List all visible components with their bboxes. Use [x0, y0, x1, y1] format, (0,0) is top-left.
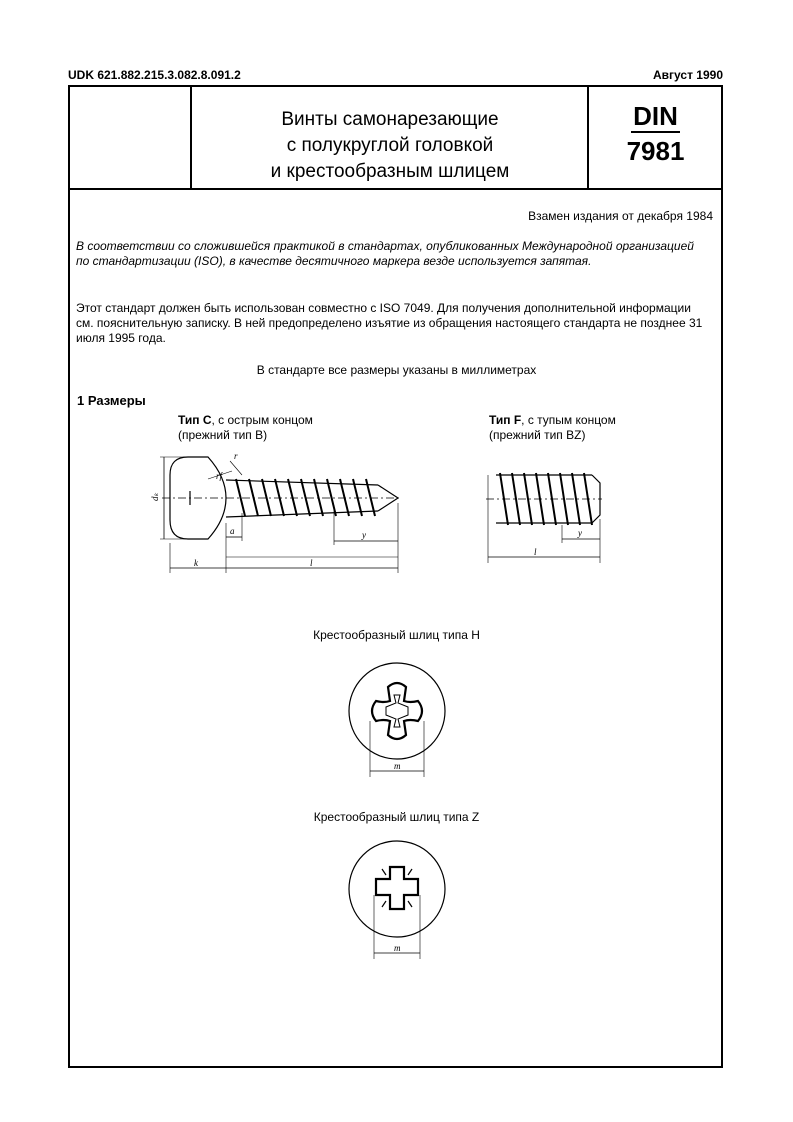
type-c-old-name: (прежний тип B) [178, 428, 268, 442]
title-line-2: с полукруглой головкой [286, 135, 494, 156]
a-label: a [230, 526, 235, 536]
thread-stroke [275, 479, 284, 516]
type-c-label: Тип С [178, 413, 212, 427]
star-mark-2 [408, 869, 412, 875]
rf-label: rf [216, 471, 223, 481]
type-c-caption [178, 413, 313, 443]
publication-date: Август 1990 [653, 68, 723, 82]
star-mark-1 [382, 869, 386, 875]
slot-h-caption: Крестообразный шлиц типа H [313, 628, 480, 642]
type-c-desc: , с острым концом [211, 413, 313, 427]
y-label: y [362, 530, 366, 540]
section-heading: 1 Размеры [77, 393, 146, 408]
r-leader [230, 461, 242, 475]
star-mark-4 [408, 901, 412, 907]
thread-stroke [249, 479, 258, 516]
type-c-screw-drawing [150, 445, 410, 577]
type-c-threads [236, 479, 375, 516]
l-label: l [534, 547, 537, 557]
usage-paragraph: Этот стандарт должен быть использован совместно с ISO 7049. Для получения дополнительной информации см. пояснительную записку. В ней предопределено изъятие из обращения настоящего стандарта не позднее 31 июля 1995 года. [76, 301, 703, 345]
header-row [70, 87, 721, 190]
slot-z-drawing [338, 833, 456, 961]
head-outline [349, 841, 445, 937]
din-label: DIN [633, 101, 678, 131]
type-f-desc: , с тупым концом [521, 413, 616, 427]
thread-stroke [301, 479, 310, 516]
k-label: k [194, 558, 198, 568]
slot-z-caption: Крестообразный шлиц типа Z [313, 810, 480, 824]
thread-stroke [262, 479, 271, 516]
document-title [192, 107, 588, 185]
thread-stroke [327, 479, 336, 516]
star-mark-3 [382, 901, 386, 907]
type-f-caption [489, 413, 616, 443]
type-f-label: Тип F [489, 413, 522, 427]
phillips-recess [372, 683, 422, 739]
shank-bottom [226, 511, 378, 517]
title-line-1: Винты самонарезающие [281, 109, 499, 130]
m-label: m [394, 761, 401, 771]
thread-stroke [314, 479, 323, 516]
l-label: l [310, 558, 313, 568]
type-f-old-name: (прежний тип BZ) [489, 428, 586, 442]
thread-stroke [288, 479, 297, 516]
din-designation [588, 101, 723, 167]
units-note: В стандарте все размеры указаны в миллиметрах [256, 363, 537, 377]
head-outline [349, 663, 445, 759]
r-label: r [234, 451, 238, 461]
y-label: y [578, 528, 582, 538]
din-number: 7981 [626, 136, 685, 166]
pozidriv-recess [376, 867, 418, 909]
dk-label: dₖ [150, 492, 160, 501]
replaces-edition: Взамен издания от декабря 1984 [528, 209, 713, 223]
title-line-3: и крестообразным шлицем [270, 161, 510, 182]
type-f-screw-drawing [482, 445, 604, 567]
m-label: m [394, 943, 401, 953]
slot-h-drawing [338, 655, 456, 779]
thread-stroke [236, 479, 245, 516]
udk-code: UDK 621.882.215.3.082.8.091.2 [68, 68, 241, 82]
decimal-marker-note: В соответствии со сложившейся практикой в стандартах, опубликованных Международной организацией по стандартизации (ISO), в качестве десятичного маркера везде используется запятая. [76, 239, 694, 268]
